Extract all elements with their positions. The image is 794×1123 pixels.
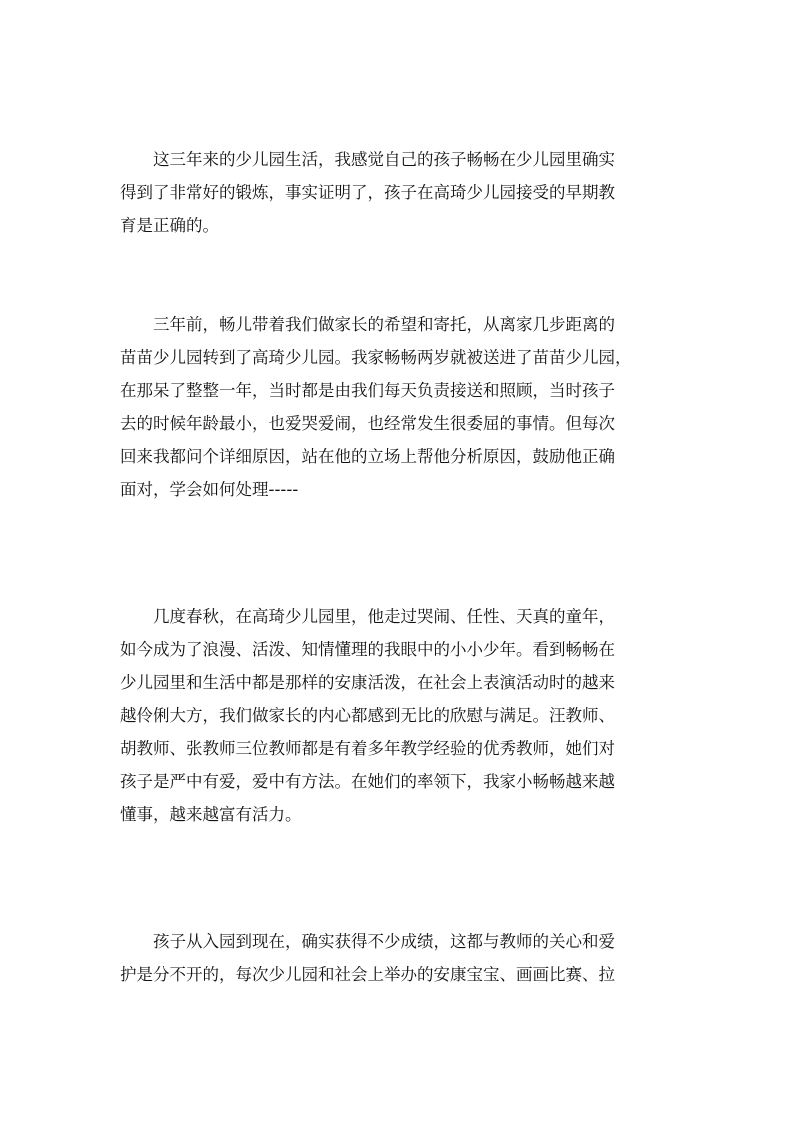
text-line: 几度春秋，在高琦少儿园里，他走过哭闹、任性、天真的童年，: [120, 607, 615, 626]
text-line: 少儿园里和生活中都是那样的安康活泼，在社会上表演活动时的越来: [120, 673, 615, 692]
text-line: 胡教师、张教师三位教师都是有着多年教学经验的优秀教师，她们对: [120, 739, 615, 758]
text-line: 回来我都问个详细原因，站在他的立场上帮他分析原因，鼓励他正确: [120, 447, 615, 466]
paragraph-2: [120, 308, 680, 506]
text-line: 孩子从入园到现在，确实获得不少成绩，这都与教师的关心和爱: [120, 932, 615, 951]
text-line: 得到了非常好的锻炼，事实证明了，孩子在高琦少儿园接受的早期教: [120, 183, 615, 202]
text-line: 三年前，畅儿带着我们做家长的希望和寄托，从离家几步距离的: [120, 315, 615, 334]
text-line: 孩子是严中有爱，爱中有方法。在她们的率领下，我家小畅畅越来越: [120, 772, 615, 791]
text-line: 在那呆了整整一年，当时都是由我们每天负责接送和照顾，当时孩子: [120, 381, 615, 400]
text-line: 越伶俐大方，我们做家长的内心都感到无比的欣慰与满足。汪教师、: [120, 706, 615, 725]
paragraph-4: [120, 925, 680, 991]
text-line: 面对，学会如何处理-----: [120, 480, 299, 499]
text-line: 护是分不开的，每次少儿园和社会上举办的安康宝宝、画画比赛、拉: [120, 965, 615, 984]
text-line: 懂事，越来越富有活力。: [120, 805, 302, 824]
text-line: 苗苗少儿园转到了高琦少儿园。我家畅畅两岁就被送进了苗苗少儿园，: [120, 348, 632, 367]
text-line: 育是正确的。: [120, 216, 219, 235]
text-line: 去的时候年龄最小，也爱哭爱闹，也经常发生很委屈的事情。但每次: [120, 414, 615, 433]
paragraph-1: [120, 143, 680, 242]
text-line: 这三年来的少儿园生活，我感觉自己的孩子畅畅在少儿园里确实: [120, 150, 615, 169]
paragraph-3: [120, 600, 680, 831]
text-line: 如今成为了浪漫、活泼、知情懂理的我眼中的小小少年。看到畅畅在: [120, 640, 615, 659]
